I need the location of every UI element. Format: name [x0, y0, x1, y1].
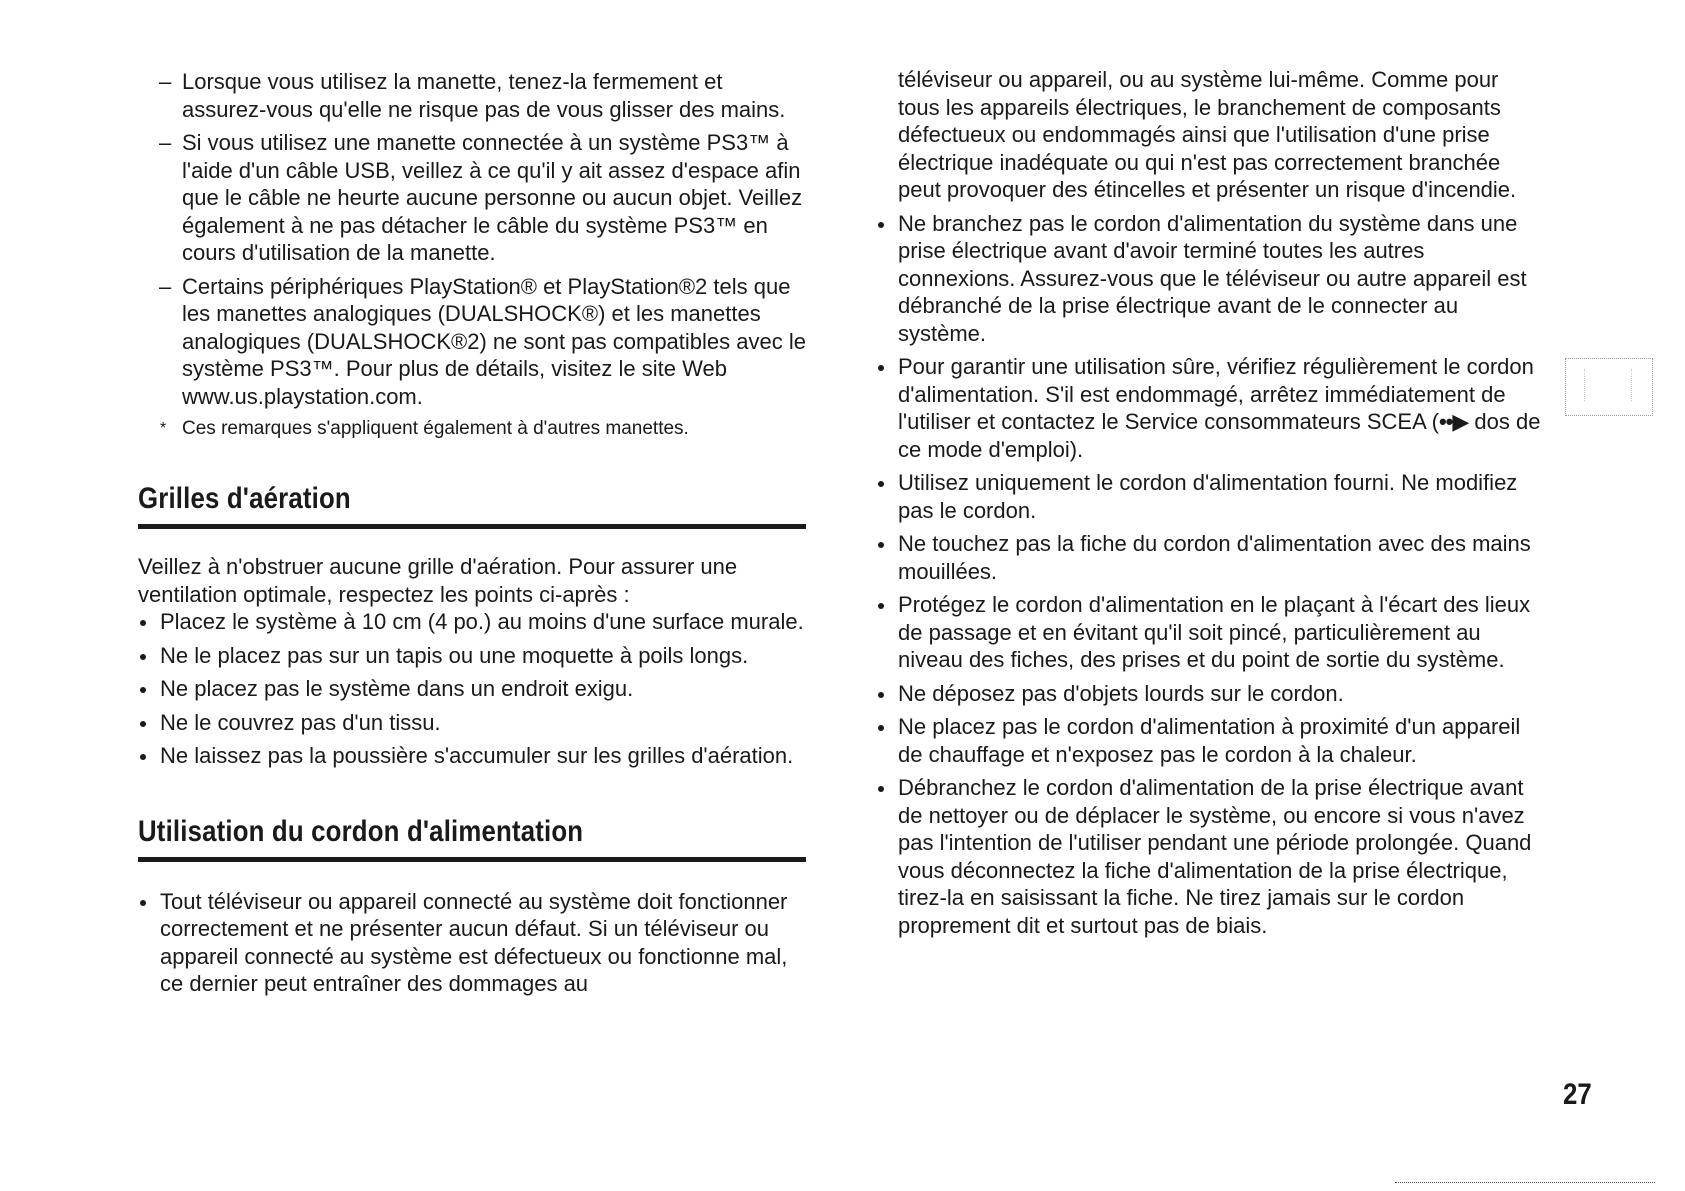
list-item: Ne branchez pas le cordon d'alimentation du système dans une prise électrique avant d'avoir terminé toutes les autres connexions. Assurez-vous que le téléviseur ou autre appareil est débranché de la prise électrique avant de le connecter au système.	[876, 210, 1546, 348]
power-cord-list-continued	[876, 210, 1546, 940]
footnote-text: Ces remarques s'appliquent également à d'autres manettes.	[182, 418, 689, 439]
list-item: Ne touchez pas la fiche du cordon d'alimentation avec des mains mouillées.	[876, 530, 1546, 585]
list-item: Placez le système à 10 cm (4 po.) au moins d'une surface murale.	[138, 608, 806, 636]
section-heading: Utilisation du cordon d'alimentation	[138, 814, 584, 848]
left-column	[138, 68, 806, 1004]
section-ventilation	[138, 481, 806, 770]
dash-item: – Certains périphériques PlayStation® et PlayStation®2 tels que les manettes analogiques (DUALSHOCK®) et les manettes analogiques (DUALSHOCK®2) ne sont pas compatibles avec le système PS3™. Pour plus de détails, visitez le site Web www.us.playstation.com.	[138, 273, 806, 411]
power-cord-list	[138, 888, 806, 998]
list-item: Tout téléviseur ou appareil connecté au système doit fonctionner correctement et ne présenter aucun défaut. Si un téléviseur ou appareil connecté au système est défectueux ou fonctionne mal, ce dernier peut entraîner des dommages au	[138, 888, 806, 998]
controller-notes-list	[138, 68, 806, 410]
list-item: Ne laissez pas la poussière s'accumuler sur les grilles d'aération.	[138, 742, 806, 770]
margin-tab-mark	[1565, 358, 1653, 416]
ventilation-list	[138, 608, 806, 770]
list-item: Protégez le cordon d'alimentation en le plaçant à l'écart des lieux de passage et en évitant qu'il soit pincé, particulièrement au niveau des fiches, des prises et du point de sortie du système.	[876, 591, 1546, 674]
margin-tab-ghost	[1584, 369, 1632, 401]
list-item-text: Pour garantir une utilisation sûre, vérifiez régulièrement le cordon d'alimentation. S'il est endommagé, arrêtez immédiatement de l'utiliser et contactez le Service consommateurs SCEA (	[898, 354, 1534, 434]
continuation-paragraph: téléviseur ou appareil, ou au système lui-même. Comme pour tous les appareils électriques, le branchement de composants défectueux ou endommagés ainsi que l'utilisation d'une prise électrique inadéquate ou qui n'est pas correctement branchée peut provoquer des étincelles et présenter un risque d'incendie.	[898, 67, 1517, 202]
footnote	[138, 416, 806, 441]
section-heading: Grilles d'aération	[138, 482, 351, 515]
list-item	[876, 353, 1546, 463]
section-power-cord	[138, 814, 806, 998]
list-item: Ne le placez pas sur un tapis ou une moquette à poils longs.	[138, 642, 806, 670]
dash-item: – Si vous utilisez une manette connectée à un système PS3™ à l'aide d'un câble USB, veillez à ce qu'il y ait assez d'espace afin que le câble ne heurte aucune personne ou aucun objet. Veillez également à ne pas détacher le câble du système PS3™ en cours d'utilisation de la manette.	[138, 129, 806, 267]
section-intro: Veillez à n'obstruer aucune grille d'aération. Pour assurer une ventilation optimale, respectez les points ci-après :	[138, 554, 738, 607]
right-column	[876, 66, 1546, 945]
footnote-star: *	[160, 420, 167, 437]
list-item: Débranchez le cordon d'alimentation de la prise électrique avant de nettoyer ou de déplacer le système, ou encore si vous n'avez pas l'intention de l'utiliser pendant une période prolongée. Quand vous déconnectez la fiche d'alimentation de la prise électrique, tirez-la en saisissant la fiche. Ne tirez jamais sur le cordon proprement dit et surtout pas de biais.	[876, 774, 1546, 939]
list-item: Ne déposez pas d'objets lourds sur le cordon.	[876, 680, 1546, 708]
section-rule	[138, 857, 806, 862]
page-number: 27	[1563, 1078, 1592, 1111]
footer-dotted-line	[1395, 1182, 1655, 1183]
list-item: Utilisez uniquement le cordon d'alimentation fourni. Ne modifiez pas le cordon.	[876, 469, 1546, 524]
page-reference-arrow-icon: ••▶	[1438, 409, 1469, 434]
dash-item: – Lorsque vous utilisez la manette, tenez-la fermement et assurez-vous qu'elle ne risque pas de vous glisser des mains.	[138, 68, 806, 123]
list-item: Ne le couvrez pas d'un tissu.	[138, 709, 806, 737]
list-item: Ne placez pas le système dans un endroit exigu.	[138, 675, 806, 703]
section-rule	[138, 524, 806, 529]
list-item-tail: dos de ce mode d'emploi).	[898, 409, 1541, 462]
list-item: Ne placez pas le cordon d'alimentation à proximité d'un appareil de chauffage et n'exposez pas le cordon à la chaleur.	[876, 713, 1546, 768]
